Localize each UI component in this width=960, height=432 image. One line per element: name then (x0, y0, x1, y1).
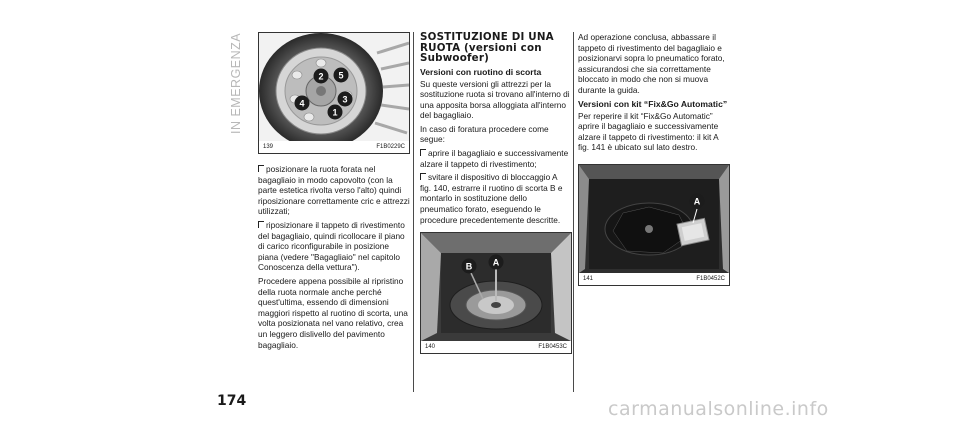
section-heading: SOSTITUZIONE DI UNA RUOTA (versioni con Subwoofer) (420, 31, 554, 64)
trunk-kit-illustration (579, 165, 729, 273)
subsection-heading: Versioni con kit “Fix&Go Automatic” (578, 98, 728, 109)
callout-A: A (492, 257, 500, 268)
callout-A: A (693, 196, 701, 207)
bullet-icon (258, 221, 264, 228)
paragraph: Procedere appena possibile al ripristino della ruota normale anche perché quest'ultima, essendo di dimensioni maggiori rispetto al ruotino di scorta, una volta posizionata nel vano relativo, crea un leggero dislivello del pavimento bagagliaio. (258, 275, 408, 350)
paragraph: Per reperire il kit “Fix&Go Automatic” aprire il bagagliaio e successivamente alzare il tappeto di rivestimento: il kit A fig. 141 è ubicato sul lato destro. (578, 110, 719, 153)
figure-number: 139 (263, 144, 274, 150)
section-side-tab (226, 32, 246, 142)
bullet-icon (258, 165, 264, 172)
paragraph: Ad operazione conclusa, abbassare il tappeto di rivestimento del bagagliaio e posizionarvi sopra lo pneumatico forato, assicurandosi che sia correttamente bloccato in modo che non si muova durante la guida. (578, 32, 725, 95)
figure-number: 140 (425, 344, 436, 351)
figure-code: F1B0453C (538, 344, 567, 351)
figure-140 (420, 232, 572, 354)
subsection-heading: Versioni con ruotino di scorta (420, 66, 542, 77)
section-side-tab-label: IN EMERGENZA (229, 32, 243, 134)
trunk-spare-wheel-illustration (421, 233, 571, 341)
figure-caption (263, 144, 405, 150)
column-2 (420, 32, 570, 354)
paragraph: Su queste versioni gli attrezzi per la sostituzione ruota si trovano all'interno di una apposita borsa alloggiata all'interno del bagagliaio. (420, 78, 570, 121)
callout-B: B (465, 261, 473, 272)
bullet-item: aprire il bagagliaio e successivamente alzare il tappeto di rivestimento; (420, 148, 569, 169)
figure-caption (583, 276, 725, 282)
page-number: 174 (217, 393, 247, 409)
column-divider (413, 32, 414, 392)
bullet-item: posizionare la ruota forata nel bagagliaio in modo capovolto (con la parte estetica rivolta verso l'alto) quindi riposizionare correttamente cric e attrezzi utilizzati; (258, 164, 410, 217)
column-divider (573, 32, 574, 392)
figure-code: F1B0452C (696, 275, 725, 282)
wheel-illustration (259, 33, 409, 141)
column-3 (578, 32, 728, 286)
callout-3: 3 (342, 94, 348, 105)
callout-2: 2 (318, 71, 324, 82)
paragraph: In caso di foratura procedere come segue: (420, 123, 549, 145)
watermark: carmanualsonline.info (608, 398, 829, 420)
column-1 (258, 32, 410, 353)
bullet-item: svitare il dispositivo di bloccaggio A fig. 140, estrarre il ruotino di scorta B e montarlo in sostituzione dello pneumatico forato, eseguendo le procedure precedentemente descritte. (420, 172, 563, 225)
figure-139 (258, 32, 410, 154)
bullet-icon (420, 149, 426, 156)
callout-1: 1 (332, 107, 338, 118)
figure-caption (425, 344, 567, 350)
figure-141 (578, 164, 730, 286)
callout-4: 4 (299, 98, 305, 109)
callout-5: 5 (338, 70, 344, 81)
figure-code: F1B0229C (376, 144, 405, 150)
bullet-item: riposizionare il tappeto di rivestimento del bagagliaio, quindi ricollocare il piano di carico riconfigurabile in posizione piana (vedere "Bagagliaio" nel capitolo Conoscenza della vettura"). (258, 219, 405, 273)
bullet-icon (420, 173, 426, 180)
figure-number: 141 (583, 275, 594, 282)
